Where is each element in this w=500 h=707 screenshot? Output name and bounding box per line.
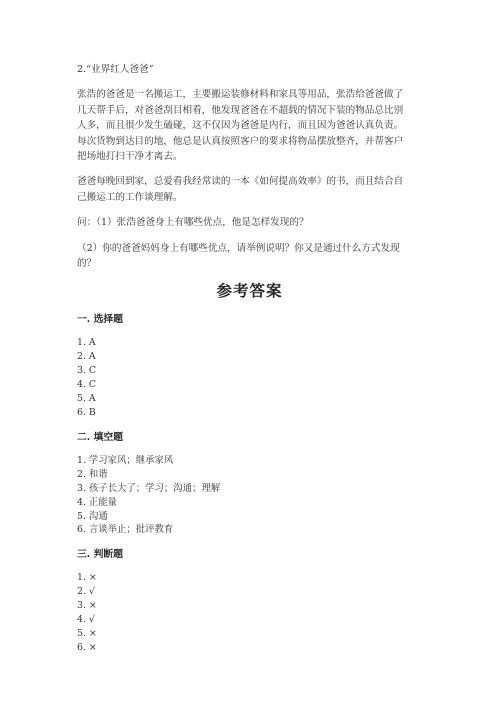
- answer-item: 1. 学习家风；继承家风: [77, 454, 174, 466]
- answer-item: 4. √: [77, 614, 95, 626]
- story-paragraph-2: [77, 174, 422, 205]
- story-line: 把场地打扫干净才离去。: [77, 151, 183, 163]
- answer-item: 1. ×: [77, 572, 97, 584]
- answer-item: 3. ×: [77, 600, 97, 612]
- answer-item: 5. 沟通: [77, 510, 108, 522]
- question-heading: 2.“业界红人爸爸”: [77, 64, 154, 75]
- answer-item: 2. 和谐: [77, 468, 108, 480]
- answer-item: 6. B: [77, 407, 96, 418]
- answer-item: 5. A: [77, 393, 96, 405]
- answer-title: 参考答案: [216, 281, 283, 301]
- answer-item: 3. C: [77, 365, 97, 377]
- section-title-judge: 三. 判断题: [77, 549, 124, 561]
- question-line: （2）你的爸爸妈妈身上有哪些优点，请举例说明？你又是通过什么方式发现: [77, 242, 400, 254]
- story-line: 张浩的爸爸是一名搬运工，主要搬运装修材料和家具等用品，张浩给爸爸做了: [77, 89, 404, 101]
- answer-list-judge: [77, 571, 422, 654]
- story-line: 己搬运工的工作谈理解。: [77, 191, 183, 203]
- answer-item: 6. 言谈举止；批评教育: [77, 524, 174, 536]
- answer-list-choice: [77, 336, 422, 419]
- answer-item: 2. √: [77, 586, 95, 598]
- answer-item: 3. 孩子长大了；学习；沟通；理解: [77, 482, 221, 494]
- answer-list-fill: [77, 454, 422, 537]
- story-line: 爸爸每晚回到家，总爱看我经常读的一本《如何提高效率》的书，而且结合自: [77, 176, 404, 188]
- answer-item: 6. ×: [77, 641, 97, 653]
- answer-item: 4. 正能量: [77, 496, 118, 508]
- story-line: 几天帮手后，对爸爸刮目相看，他发现爸爸在不超载的情况下装的物品总比别: [77, 104, 404, 116]
- answer-item: 2. A: [77, 351, 96, 363]
- story-line: 人多，而且很少发生磕碰，这不仅因为爸爸是内行，而且因为爸爸认真负责。: [77, 120, 404, 132]
- question-2: [77, 241, 422, 272]
- document-page: [77, 62, 422, 655]
- answer-item: 1. A: [77, 337, 96, 349]
- story-paragraph: [77, 87, 422, 164]
- answer-item: 5. ×: [77, 627, 97, 639]
- section-title-choice: 一. 选择题: [77, 314, 124, 326]
- section-title-fill: 二. 填空题: [77, 431, 124, 443]
- question-line: 的？: [77, 258, 97, 270]
- question-1: 问：（1）张浩爸爸身上有哪些优点，他是怎样发现的？: [77, 217, 309, 229]
- answer-item: 4. C: [77, 379, 97, 391]
- story-line: 每次货物到达目的地，他总是认真按照客户的要求将物品摆放整齐，并帮客户: [77, 135, 404, 147]
